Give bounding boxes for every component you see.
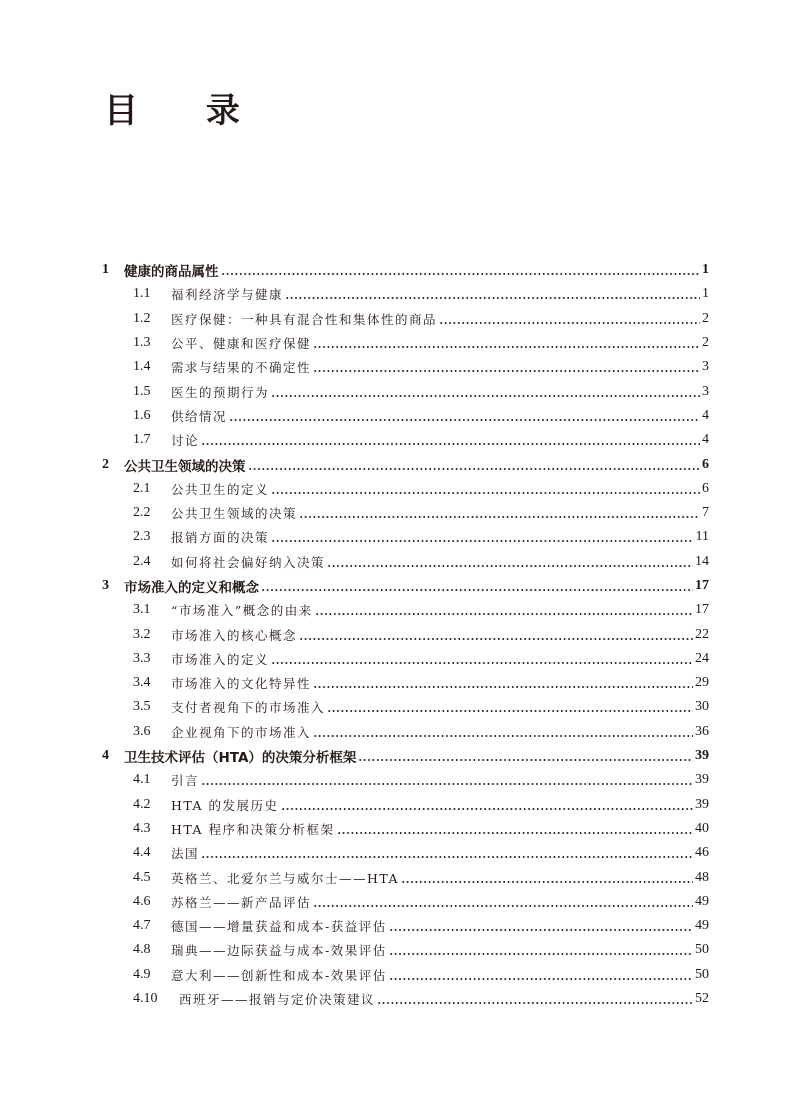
dot-leader: [201, 783, 693, 785]
entry-number: 1.3: [133, 335, 151, 351]
entry-page: 50: [695, 966, 709, 982]
entry-title: 卫生技术评估（HTA）的决策分析框架: [124, 750, 357, 767]
entry-title: 公共卫生领域的决策: [171, 506, 298, 522]
entry-title: 公平、健康和医疗保健: [171, 336, 312, 352]
entry-number: 4.9: [133, 966, 151, 982]
entry-number: 3.5: [133, 699, 151, 715]
toc-section-3-5[interactable]: [102, 695, 709, 719]
toc-section-4-3[interactable]: [102, 817, 709, 841]
entry-number: 2.1: [133, 480, 151, 496]
dot-leader: [401, 881, 693, 883]
dot-leader: [389, 929, 693, 931]
toc-section-2-3[interactable]: [102, 525, 709, 549]
toc-section-4-7[interactable]: [102, 914, 709, 938]
entry-number: 4.3: [133, 820, 151, 836]
toc-section-4-9[interactable]: [102, 963, 709, 987]
entry-title: 福利经济学与健康: [171, 287, 284, 303]
entry-page: 46: [695, 845, 709, 861]
toc-section-4-8[interactable]: [102, 938, 709, 962]
entry-number: 4.5: [133, 869, 151, 885]
entry-page: 17: [695, 578, 709, 593]
entry-page: 39: [695, 796, 709, 812]
toc-section-1-4[interactable]: [102, 355, 709, 379]
entry-number: 4.2: [133, 796, 151, 812]
dot-leader: [389, 978, 693, 980]
entry-number: 2.4: [133, 553, 151, 569]
dot-leader: [271, 395, 700, 397]
entry-title: 英格兰、北爱尔兰与威尔士——HTA: [171, 870, 400, 886]
dot-leader: [327, 710, 693, 712]
dot-leader: [201, 856, 693, 858]
entry-page: 11: [695, 529, 709, 545]
entry-title: 医生的预期行为: [171, 384, 270, 400]
entry-title: 市场准入的文化特异性: [171, 676, 312, 692]
entry-page: 49: [695, 893, 709, 909]
toc-section-4-1[interactable]: [102, 768, 709, 792]
entry-title: 苏格兰——新产品评估: [171, 894, 312, 910]
toc-section-3-4[interactable]: [102, 671, 709, 695]
toc-section-1-1[interactable]: [102, 282, 709, 306]
entry-page: 30: [695, 699, 709, 715]
dot-leader: [389, 953, 693, 955]
entry-title: 支付者视角下的市场准入: [171, 700, 326, 716]
toc-section-4-5[interactable]: [102, 865, 709, 889]
entry-title: 企业视角下的市场准入: [171, 724, 312, 740]
entry-page: 1: [702, 262, 709, 278]
dot-leader: [313, 905, 693, 907]
entry-title: 市场准入的定义: [171, 651, 270, 667]
dot-leader: [358, 759, 693, 761]
entry-title: 医疗保健：一种具有混合性和集体性的商品: [171, 311, 438, 327]
entry-page: 48: [695, 869, 709, 885]
dot-leader: [285, 297, 700, 299]
entry-title: 瑞典——边际获益与成本-效果评估: [171, 943, 387, 959]
dot-leader: [281, 808, 693, 810]
entry-page: 2: [702, 310, 709, 326]
entry-title: 公共卫生领域的决策: [124, 458, 246, 475]
toc-section-3-3[interactable]: [102, 647, 709, 671]
entry-number: 4.4: [133, 845, 151, 861]
entry-number: 1.5: [133, 383, 151, 399]
entry-title: HTA 程序和决策分析框架: [171, 821, 335, 837]
entry-title: 健康的商品属性: [124, 264, 219, 281]
entry-title: 意大利——创新性和成本-效果评估: [171, 967, 387, 983]
entry-title: 德国——增量获益和成本-获益评估: [171, 919, 387, 935]
entry-title: HTA 的发展历史: [171, 797, 279, 813]
entry-page: 6: [702, 480, 709, 496]
entry-number: 3.3: [133, 650, 151, 666]
entry-title: 引言: [171, 773, 200, 789]
entry-number: 2.3: [133, 529, 151, 545]
entry-title: 讨论: [171, 433, 200, 449]
entry-number: 1.6: [133, 407, 151, 423]
entry-title: 供给情况: [171, 408, 228, 424]
dot-leader: [299, 638, 693, 640]
entry-page: 4: [702, 407, 709, 423]
toc-section-1-7[interactable]: [102, 428, 709, 452]
entry-page: 7: [702, 505, 709, 521]
entry-title: 法国: [171, 846, 200, 862]
entry-page: 2: [702, 335, 709, 351]
entry-title: 市场准入的核心概念: [171, 627, 298, 643]
toc-chapter-1[interactable]: [102, 258, 709, 282]
dot-leader: [315, 613, 693, 615]
toc-section-4-4[interactable]: [102, 841, 709, 865]
dot-leader: [439, 322, 700, 324]
entry-number: 1.4: [133, 359, 151, 375]
entry-page: 29: [695, 675, 709, 691]
entry-title: 公共卫生的定义: [171, 481, 270, 497]
toc-section-1-6[interactable]: [102, 404, 709, 428]
toc-chapter-3[interactable]: [102, 574, 709, 598]
entry-page: 52: [695, 991, 709, 1007]
dot-leader: [313, 346, 700, 348]
dot-leader: [313, 686, 693, 688]
dot-leader: [248, 468, 701, 470]
dot-leader: [229, 419, 700, 421]
entry-page: 36: [695, 723, 709, 739]
dot-leader: [313, 735, 693, 737]
toc-section-3-2[interactable]: [102, 622, 709, 646]
entry-number: 3.1: [133, 602, 151, 618]
entry-page: 49: [695, 918, 709, 934]
dot-leader: [313, 370, 700, 372]
toc-section-1-3[interactable]: [102, 331, 709, 355]
entry-number: 1.2: [133, 310, 151, 326]
page-title: 目 录: [104, 91, 268, 131]
entry-page: 4: [702, 432, 709, 448]
entry-page: 6: [702, 456, 709, 472]
entry-title: 如何将社会偏好纳入决策: [171, 554, 326, 570]
dot-leader: [377, 1002, 693, 1004]
entry-page: 3: [702, 359, 709, 375]
dot-leader: [271, 540, 694, 542]
entry-page: 1: [702, 286, 709, 302]
entry-number: 1.7: [133, 432, 151, 448]
entry-title: 报销方面的决策: [171, 530, 270, 546]
entry-number: 3.2: [133, 626, 151, 642]
dot-leader: [271, 662, 693, 664]
entry-title: 需求与结果的不确定性: [171, 360, 312, 376]
toc-chapter-2[interactable]: [102, 452, 709, 476]
table-of-contents: [102, 258, 709, 1011]
entry-number: 2.2: [133, 505, 151, 521]
toc-section-3-1[interactable]: [102, 598, 709, 622]
toc-section-1-5[interactable]: [102, 379, 709, 403]
entry-title: 西班牙——报销与定价决策建议: [179, 992, 376, 1008]
entry-page: 14: [695, 553, 709, 569]
dot-leader: [327, 565, 693, 567]
entry-page: 22: [695, 626, 709, 642]
dot-leader: [337, 832, 693, 834]
dot-leader: [201, 443, 700, 445]
entry-page: 3: [702, 383, 709, 399]
entry-page: 39: [695, 772, 709, 788]
entry-number: 1: [102, 262, 109, 278]
entry-page: 24: [695, 650, 709, 666]
dot-leader: [221, 273, 701, 275]
toc-section-4-2[interactable]: [102, 793, 709, 817]
toc-section-3-6[interactable]: [102, 720, 709, 744]
entry-number: 4.6: [133, 893, 151, 909]
entry-number: 4.8: [133, 942, 151, 958]
entry-number: 3.4: [133, 675, 151, 691]
entry-title: “市场准入”概念的由来: [171, 603, 313, 619]
toc-section-4-10[interactable]: [102, 987, 709, 1011]
toc-section-4-6[interactable]: [102, 890, 709, 914]
entry-page: 50: [695, 942, 709, 958]
toc-chapter-4[interactable]: [102, 744, 709, 768]
entry-page: 39: [695, 748, 709, 764]
toc-section-1-2[interactable]: [102, 307, 709, 331]
entry-number: 4.7: [133, 918, 151, 934]
dot-leader: [271, 492, 700, 494]
toc-section-2-2[interactable]: [102, 501, 709, 525]
entry-number: 4.10: [133, 991, 158, 1007]
dot-leader: [299, 516, 700, 518]
entry-title: 市场准入的定义和概念: [124, 580, 259, 596]
entry-number: 3.6: [133, 723, 151, 739]
entry-page: 40: [695, 820, 709, 836]
toc-section-2-1[interactable]: [102, 477, 709, 501]
entry-page: 17: [695, 602, 709, 618]
entry-number: 4: [102, 748, 109, 764]
dot-leader: [261, 589, 693, 591]
entry-number: 4.1: [133, 772, 151, 788]
entry-number: 1.1: [133, 286, 151, 302]
entry-number: 3: [102, 578, 109, 593]
entry-number: 2: [102, 456, 109, 472]
toc-section-2-4[interactable]: [102, 550, 709, 574]
